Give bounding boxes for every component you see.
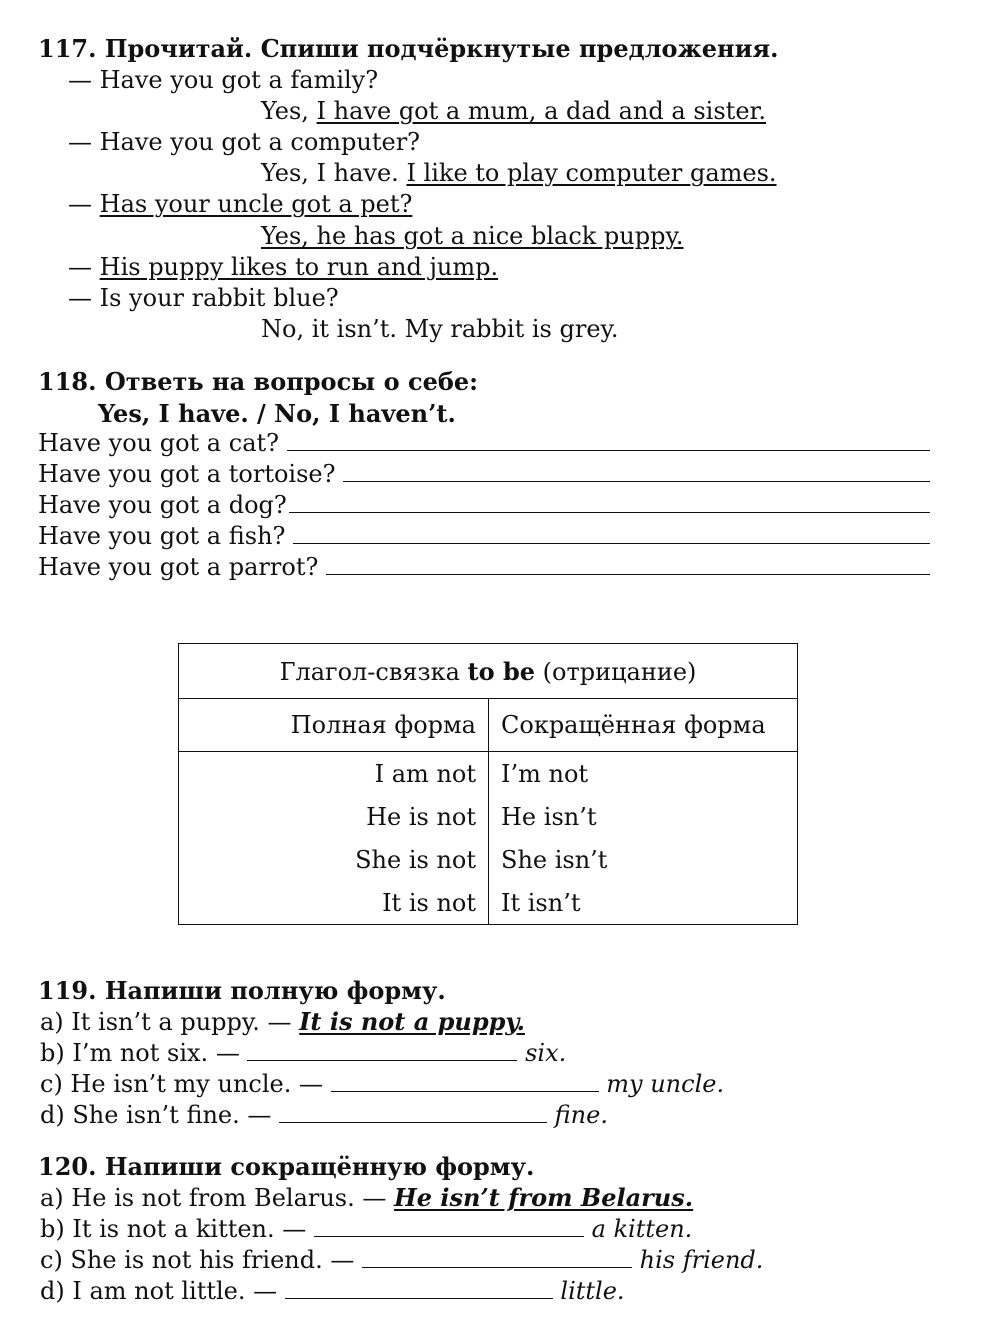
short-form-cell: I’m not <box>501 759 589 788</box>
exercise-item: c) She is not his friend. — his friend. <box>40 1246 764 1274</box>
exercise-118-heading <box>38 367 478 396</box>
exercise-119-number: 119. <box>38 976 97 1005</box>
exercise-117-number: 117. <box>38 34 97 63</box>
dialog-line: — Is your rabbit blue? <box>68 284 339 312</box>
answer-line[interactable] <box>287 432 930 451</box>
example-answer: He isn’t from Belarus. <box>394 1183 694 1212</box>
exercise-item: d) She isn’t fine. — fine. <box>40 1101 608 1129</box>
question-text: Have you got a parrot? <box>38 553 319 581</box>
table-title: Глагол-связка to be (отрицание) <box>179 644 798 699</box>
exercise-118-number: 118. <box>38 367 97 396</box>
dialog-line: No, it isn’t. My rabbit is grey. <box>261 315 619 343</box>
question-row <box>38 460 930 488</box>
exercise-117-heading <box>38 34 779 63</box>
short-form-cell: It isn’t <box>501 888 581 917</box>
table-row <box>179 881 798 925</box>
short-form-cell: She isn’t <box>501 845 608 874</box>
dialog-line: — Has your uncle got a pet? <box>68 190 413 218</box>
exercise-118-title: Ответь на вопросы о себе: <box>104 367 478 396</box>
dialog-line: Yes, I have got a mum, a dad and a sister. <box>261 97 766 125</box>
column-header-short: Сокращённая форма <box>489 699 798 752</box>
table-row <box>179 838 798 881</box>
answer-line[interactable] <box>285 1276 553 1299</box>
dialog-line: — His puppy likes to run and jump. <box>68 253 499 281</box>
dialog-line: — Have you got a computer? <box>68 128 421 156</box>
answer-line[interactable] <box>289 494 930 513</box>
question-text: Have you got a fish? <box>38 522 286 550</box>
exercise-119-heading <box>38 976 446 1005</box>
full-form-cell: It is not <box>179 881 489 925</box>
full-form-cell: He is not <box>179 795 489 838</box>
question-row <box>38 522 930 550</box>
exercise-item: d) I am not little. — little. <box>40 1277 625 1305</box>
exercise-120-heading <box>38 1152 534 1181</box>
dialog-line: — Have you got a family? <box>68 66 379 94</box>
short-form-cell: He isn’t <box>501 802 597 831</box>
answer-line[interactable] <box>279 1100 547 1123</box>
exercise-item: b) It is not a kitten. — a kitten. <box>40 1215 693 1243</box>
exercise-item: c) He isn’t my uncle. — my uncle. <box>40 1070 725 1098</box>
column-header-full: Полная форма <box>179 699 489 752</box>
table-row <box>179 795 798 838</box>
answer-line[interactable] <box>343 463 930 482</box>
dialog-line: Yes, he has got a nice black puppy. <box>261 222 684 250</box>
full-form-cell: She is not <box>179 838 489 881</box>
answer-line[interactable] <box>293 525 930 544</box>
answer-line[interactable] <box>326 556 930 575</box>
full-form-cell: I am not <box>179 752 489 796</box>
grammar-table <box>178 643 798 925</box>
exercise-120-number: 120. <box>38 1152 97 1181</box>
answer-line[interactable] <box>362 1245 632 1268</box>
exercise-item: a) It isn’t a puppy. — It is not a puppy. <box>40 1007 525 1036</box>
exercise-item: a) He is not from Belarus. — He isn’t from Belarus. <box>40 1183 694 1212</box>
question-text: Have you got a dog? <box>38 491 287 519</box>
exercise-120-title: Напиши сокращённую форму. <box>104 1152 535 1181</box>
table-row <box>179 752 798 796</box>
exercise-119-title: Напиши полную форму. <box>104 976 446 1005</box>
question-row <box>38 553 930 581</box>
question-text: Have you got a cat? <box>38 429 280 457</box>
question-row <box>38 429 930 457</box>
question-row <box>38 491 930 519</box>
answer-line[interactable] <box>247 1038 517 1061</box>
answer-line[interactable] <box>314 1214 584 1237</box>
question-text: Have you got a tortoise? <box>38 460 336 488</box>
answer-line[interactable] <box>331 1069 599 1092</box>
exercise-117-title: Прочитай. Спиши подчёркнутые предложения. <box>104 34 779 63</box>
dialog-line: Yes, I have. I like to play computer games. <box>261 159 777 187</box>
answer-hint: Yes, I have. / No, I haven’t. <box>98 399 456 428</box>
exercise-item: b) I’m not six. — six. <box>40 1039 567 1067</box>
example-answer: It is not a puppy. <box>299 1007 525 1036</box>
